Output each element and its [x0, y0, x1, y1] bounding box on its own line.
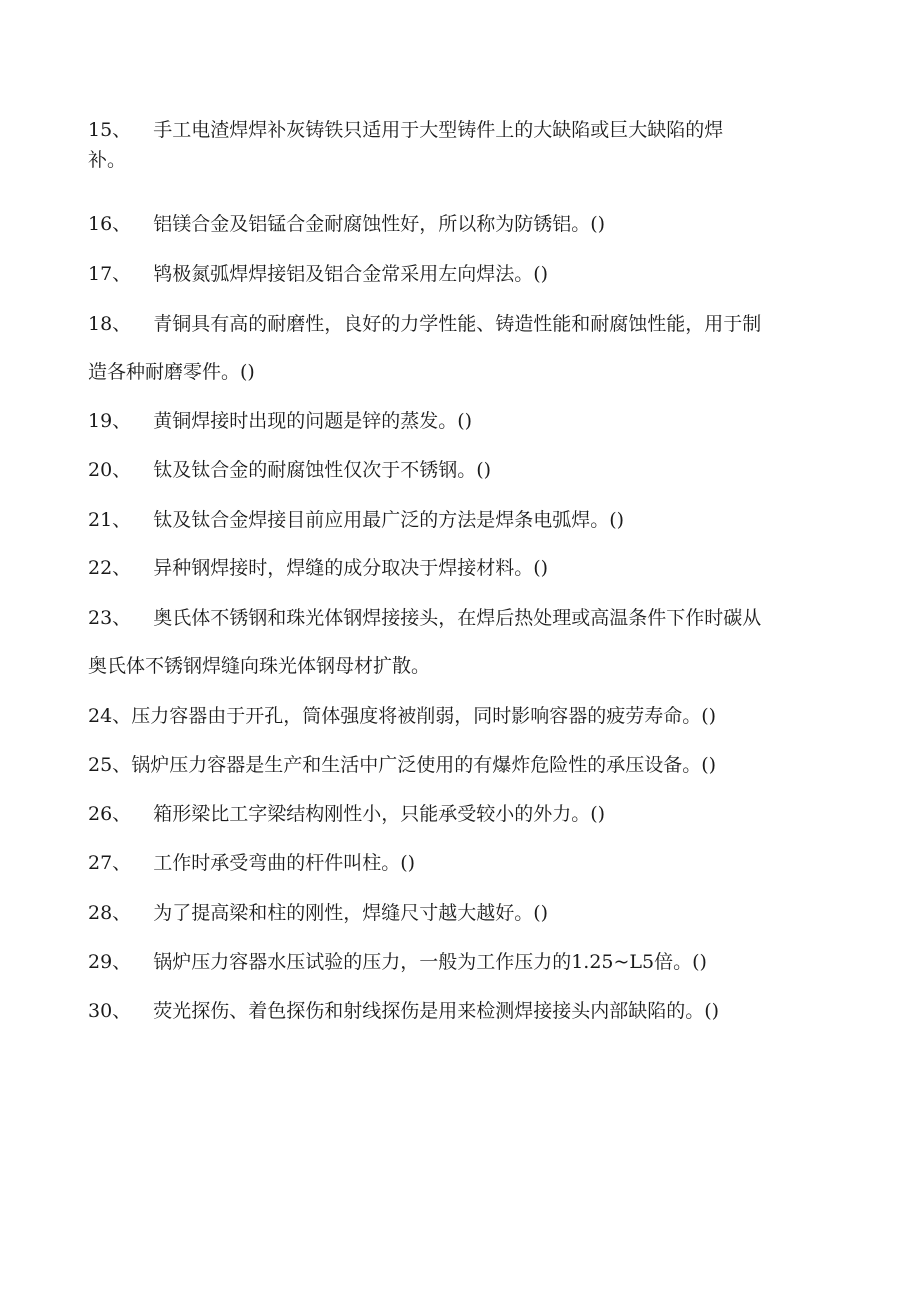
question-18-continuation: 造各种耐磨零件。() [88, 361, 255, 383]
question-number: 26、 [88, 803, 132, 825]
question-20 [88, 455, 838, 485]
question-text: 铝镁合金及铝锰合金耐腐蚀性好，所以称为防锈铝。() [153, 213, 606, 235]
question-text: 荧光探伤、着色探伤和射线探伤是用来检测焊接接头内部缺陷的。() [153, 1000, 720, 1022]
question-text: 青铜具有高的耐磨性，良好的力学性能、铸造性能和耐腐蚀性能，用于制 [153, 313, 762, 335]
question-23-continuation: 奥氏体不锈钢焊缝向珠光体钢母材扩散。 [88, 655, 431, 677]
question-number: 29、 [88, 951, 132, 973]
question-21 [88, 505, 838, 535]
question-number: 16、 [88, 213, 132, 235]
question-text: 黄铜焊接时出现的问题是锌的蒸发。() [153, 410, 473, 432]
question-22 [88, 553, 838, 583]
question-18 [88, 309, 838, 339]
question-16 [88, 209, 838, 239]
question-number: 15、 [88, 119, 132, 141]
question-number: 22、 [88, 557, 132, 579]
question-number: 18、 [88, 313, 132, 335]
question-number: 30、 [88, 1000, 132, 1022]
question-number: 25、 [88, 754, 132, 776]
question-number: 21、 [88, 509, 132, 531]
question-30 [88, 996, 838, 1026]
question-text: 工作时承受弯曲的杆件叫柱。() [153, 852, 416, 874]
question-number: 19、 [88, 410, 132, 432]
question-text: 手工电渣焊焊补灰铸铁只适用于大型铸件上的大缺陷或巨大缺陷的焊 [153, 119, 724, 141]
question-29 [88, 947, 838, 977]
question-text: 为了提高梁和柱的刚性，焊缝尺寸越大越好。() [153, 902, 549, 924]
question-28 [88, 898, 838, 928]
question-24 [88, 701, 838, 731]
question-number: 28、 [88, 902, 132, 924]
question-17 [88, 259, 838, 289]
question-text: 压力容器由于开孔，筒体强度将被削弱，同时影响容器的疲劳寿命。() [131, 705, 717, 727]
question-text: 锅炉压力容器水压试验的压力，一般为工作压力的1.25~L5倍。() [153, 951, 707, 973]
question-number: 27、 [88, 852, 132, 874]
question-27 [88, 848, 838, 878]
question-25 [88, 750, 838, 780]
question-number: 23、 [88, 607, 132, 629]
question-15-continuation: 补。 [88, 149, 127, 171]
question-number: 24、 [88, 705, 132, 727]
question-text: 箱形梁比工字梁结构刚性小，只能承受较小的外力。() [153, 803, 606, 825]
question-23 [88, 603, 838, 633]
question-text: 奥氏体不锈钢和珠光体钢焊接接头，在焊后热处理或高温条件下作时碳从 [153, 607, 762, 629]
question-number: 20、 [88, 459, 132, 481]
question-text: 异种钢焊接时，焊缝的成分取决于焊接材料。() [153, 557, 549, 579]
question-26 [88, 799, 838, 829]
question-text: 鸨极氮弧焊焊接铝及铝合金常采用左向焊法。() [153, 263, 549, 285]
question-text: 钛及钛合金焊接目前应用最广泛的方法是焊条电弧焊。() [153, 509, 625, 531]
question-number: 17、 [88, 263, 132, 285]
question-15 [88, 115, 838, 145]
question-text: 钛及钛合金的耐腐蚀性仅次于不锈钢。() [153, 459, 492, 481]
question-text: 锅炉压力容器是生产和生活中广泛使用的有爆炸危险性的承压设备。() [131, 754, 717, 776]
question-19 [88, 406, 838, 436]
